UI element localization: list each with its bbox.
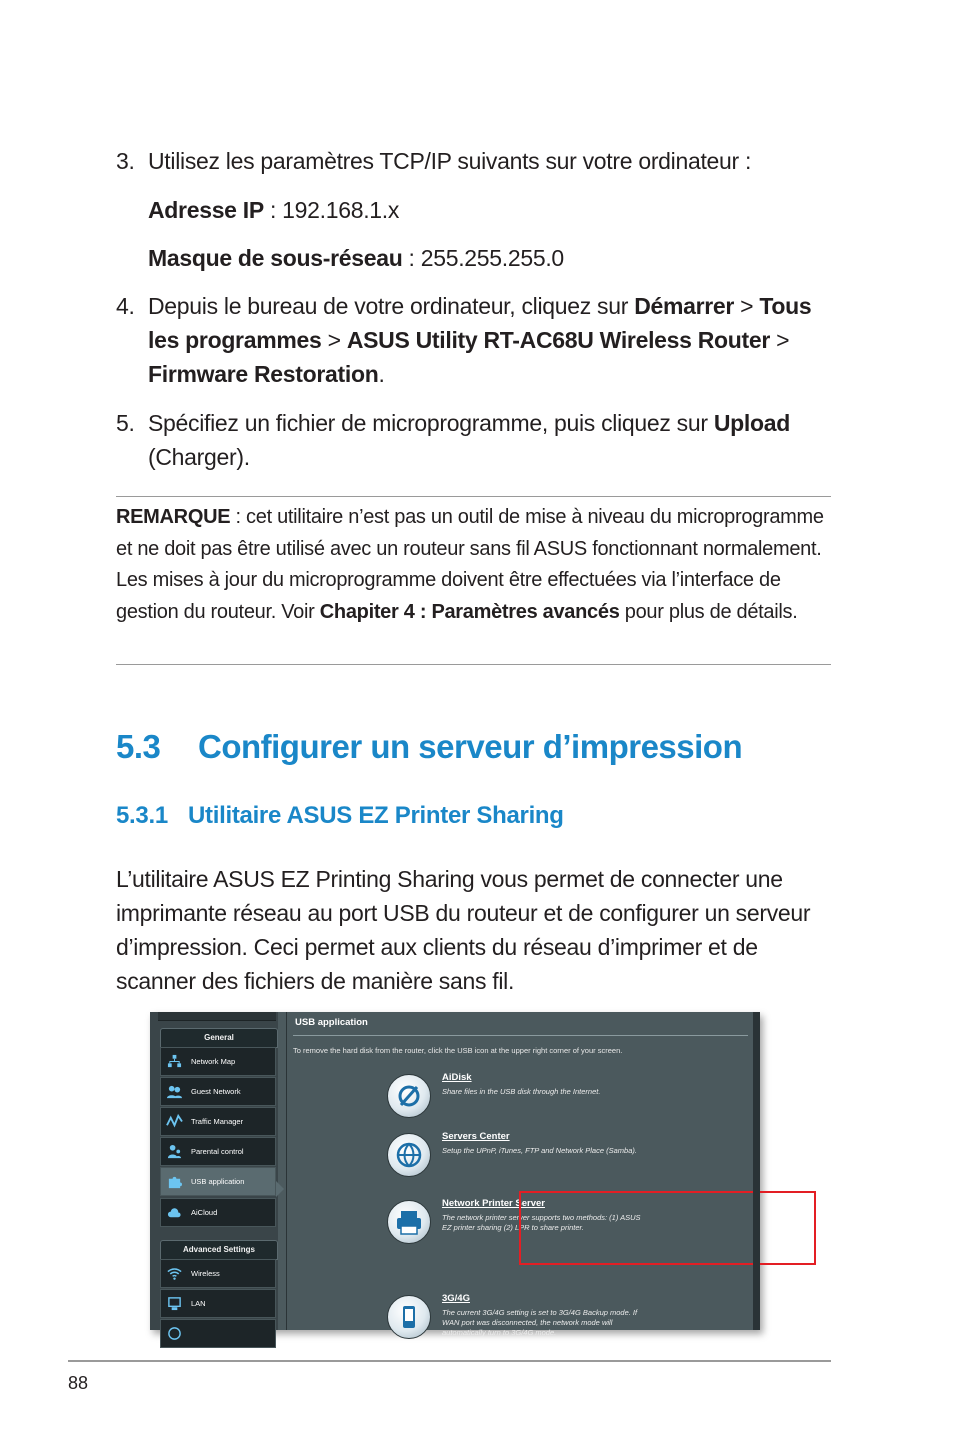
sidebar-item-lan[interactable] (160, 1289, 276, 1318)
app-description: The network printer server supports two methods: (1) ASUS EZ printer sharing (2) LPR to share printer. (442, 1213, 641, 1232)
section-heading (116, 728, 742, 766)
sidebar-item-usb-application[interactable] (160, 1167, 276, 1196)
step-number: 3. (116, 148, 135, 174)
sidebar-item-traffic-manager[interactable] (160, 1107, 276, 1136)
mobile-usb-icon[interactable] (387, 1295, 431, 1339)
step-number: 4. (116, 293, 135, 319)
subsection-number: 5.3.1 (116, 802, 168, 829)
scrollbar[interactable] (753, 1012, 760, 1330)
firmware-restoration-term: Firmware Restoration (148, 361, 379, 387)
text-run: . (378, 361, 385, 387)
subsection-title: Utilitaire ASUS EZ Printer Sharing (188, 802, 564, 829)
sidebar-item-label: Parental control (191, 1147, 244, 1156)
subsection-heading (116, 802, 564, 830)
printer-icon[interactable] (387, 1200, 431, 1244)
sidebar-item-label: LAN (191, 1299, 206, 1308)
text-run: > (734, 293, 760, 319)
sidebar-item-label: USB application (191, 1177, 245, 1186)
panel-title: USB application (295, 1017, 368, 1028)
text-run: > (770, 327, 790, 353)
sidebar-header-advanced: Advanced Settings (160, 1240, 278, 1260)
servers-center-icon[interactable] (387, 1133, 431, 1177)
lan-icon (167, 1296, 182, 1311)
step-number: 5. (116, 410, 135, 436)
sidebar-item-parental-control[interactable] (160, 1137, 276, 1166)
sidebar-header-general: General (160, 1028, 278, 1048)
panel-subtitle: To remove the hard disk from the router, click the USB icon at the upper right corner of your screen. (293, 1046, 623, 1055)
app-title-link[interactable]: AiDisk (442, 1072, 472, 1083)
subnet-mask-line (148, 241, 564, 275)
step-text (148, 406, 816, 474)
step-3 (116, 144, 816, 178)
app-aidisk (387, 1074, 737, 1124)
app-description: Share files in the USB disk through the Internet. (442, 1087, 601, 1096)
note-bottom-rule (116, 664, 831, 665)
sidebar-item-network-map[interactable] (160, 1047, 276, 1076)
network-map-icon (167, 1054, 182, 1069)
note-chapter-ref: Chapiter 4 : Paramètres avancés (319, 600, 620, 623)
step-4 (116, 289, 816, 391)
upload-term: Upload (713, 410, 790, 436)
note-label: REMARQUE (116, 506, 231, 528)
asus-utility-term: ASUS Utility RT-AC68U Wireless Router (346, 327, 771, 353)
note-text: : cet utilitaire n’est pas un outil de mise à niveau du microprogramme et ne doit pas être utilisé avec un routeur sans fil ASUS fonctionnant normalement. Les mises à jour du microprogramme doivent être effectuées via l’interface de gestion du routeur. Voir (116, 506, 824, 623)
note-top-rule (116, 496, 831, 497)
parental-control-icon (167, 1144, 182, 1159)
puzzle-icon (167, 1174, 182, 1189)
footer-rule (68, 1360, 831, 1362)
wifi-icon (167, 1266, 182, 1281)
ip-address-line (148, 193, 399, 227)
app-description: The current 3G/4G setting is set to 3G/4G Backup mode. If WAN port was disconnected, the network mode will automatically turn to 3G/4G mode. (442, 1308, 638, 1337)
router-sidebar (150, 1012, 278, 1330)
section-title: Configurer un serveur d’impression (198, 728, 743, 765)
sidebar-item-label: AiCloud (191, 1208, 218, 1217)
sidebar-item-label: Wireless (191, 1269, 220, 1278)
active-item-arrow (276, 1181, 284, 1197)
page-number: 88 (68, 1373, 89, 1393)
note-box (116, 502, 831, 628)
sidebar-item-partial[interactable] (160, 1319, 276, 1348)
mask-value: : 255.255.255.0 (402, 245, 564, 271)
mask-label: Masque de sous-réseau (148, 245, 403, 271)
step-text (148, 289, 816, 391)
app-3g-4g (387, 1295, 737, 1345)
sidebar-item-label: Guest Network (191, 1087, 241, 1096)
sidebar-item-label: Network Map (191, 1057, 236, 1066)
sidebar-item-label: Traffic Manager (191, 1117, 244, 1126)
aidisk-icon[interactable] (387, 1074, 431, 1118)
app-title-link[interactable]: 3G/4G (442, 1293, 470, 1304)
panel-separator (293, 1035, 748, 1036)
sidebar-item-aicloud[interactable] (160, 1198, 276, 1227)
app-title-link[interactable]: Servers Center (442, 1131, 510, 1142)
globe-icon (167, 1326, 182, 1341)
text-run: Depuis le bureau de votre ordinateur, cliquez sur (148, 293, 635, 319)
app-servers-center (387, 1133, 737, 1183)
sidebar-item-wireless[interactable] (160, 1259, 276, 1288)
all-programs-term: Tous les programmes (148, 293, 812, 353)
text-run: (Charger). (148, 444, 250, 470)
highlight-box (519, 1191, 816, 1265)
traffic-manager-icon (167, 1114, 182, 1129)
intro-paragraph: L’utilitaire ASUS EZ Printing Sharing vous permet de connecter une imprimante réseau au port USB du routeur et de configurer un serveur d’impression. Ceci permet aux clients du réseau d’imprimer et de scanner des fichiers de manière sans fil. (116, 866, 811, 994)
text-run: > (321, 327, 347, 353)
sidebar-top-bar (158, 1012, 276, 1021)
section-number: 5.3 (116, 728, 161, 765)
app-description: Setup the UPnP, iTunes, FTP and Network Place (Samba). (442, 1146, 637, 1155)
step-text: Utilisez les paramètres TCP/IP suivants sur votre ordinateur : (148, 148, 752, 174)
ip-value: : 192.168.1.x (263, 197, 400, 223)
step-5 (116, 406, 816, 474)
text-run: Spécifiez un fichier de microprogramme, puis cliquez sur (148, 410, 714, 436)
cloud-icon (167, 1205, 182, 1220)
note-text: pour plus de détails. (619, 600, 798, 623)
router-ui-screenshot (150, 1012, 760, 1337)
app-title-link[interactable]: Network Printer Server (442, 1198, 545, 1209)
router-main-panel (286, 1012, 753, 1337)
sidebar-item-guest-network[interactable] (160, 1077, 276, 1106)
ip-label: Adresse IP (148, 197, 264, 223)
start-menu-term: Démarrer (634, 293, 735, 319)
guest-network-icon (167, 1084, 182, 1099)
